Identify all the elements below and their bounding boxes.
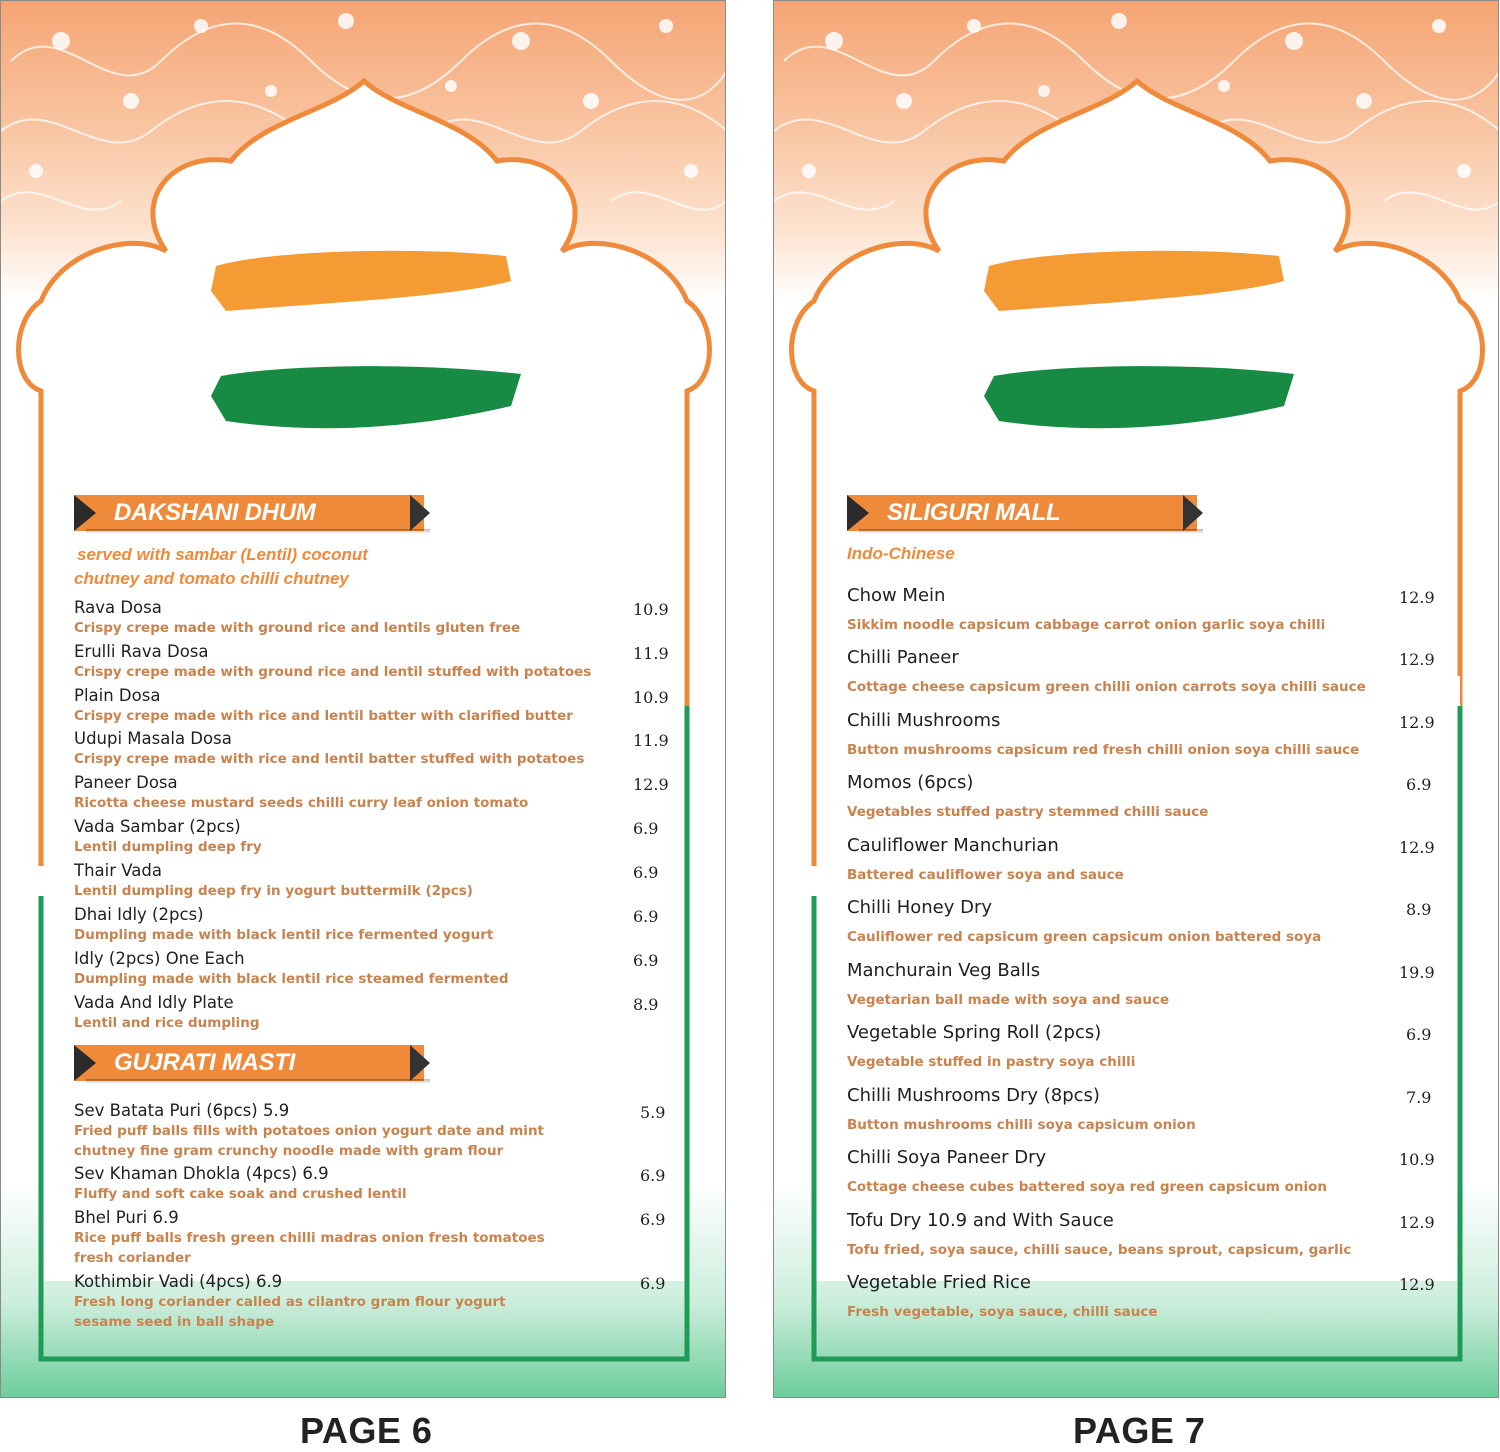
menu-item [74, 686, 674, 726]
section-title: DAKSHANI DHUM [114, 499, 316, 526]
item-price: 12.9 [1399, 588, 1435, 607]
item-description: Ricotta cheese mustard seeds chilli curry leaf onion tomato [74, 795, 529, 811]
item-price: 19.9 [1399, 963, 1435, 982]
item-name: Chow Mein [847, 585, 946, 606]
item-name: Momos (6pcs) [847, 772, 974, 793]
item-price: 12.9 [1399, 1275, 1435, 1294]
menu-item [847, 1209, 1447, 1260]
menu-item [847, 1146, 1447, 1197]
item-price: 6.9 [633, 951, 659, 970]
item-price: 11.9 [633, 731, 669, 750]
item-description: Vegetables stuffed pastry stemmed chilli sauce [847, 804, 1209, 820]
item-price: 12.9 [1399, 1213, 1435, 1232]
item-description: Battered cauliflower soya and sauce [847, 867, 1124, 883]
menu-item [74, 598, 674, 638]
item-description: Cottage cheese capsicum green chilli onion carrots soya chilli sauce [847, 679, 1366, 695]
page-number-label: PAGE 7 [1073, 1410, 1206, 1451]
menu-item [847, 709, 1447, 760]
item-description: Button mushrooms chilli soya capsicum onion [847, 1117, 1196, 1133]
menu-item [847, 1271, 1447, 1322]
item-description: Sikkim noodle capsicum cabbage carrot onion garlic soya chilli [847, 617, 1326, 633]
menu-item [74, 729, 674, 769]
item-price: 12.9 [1399, 713, 1435, 732]
item-description: Fluffy and soft cake soak and crushed lentil [74, 1186, 407, 1202]
menu-item [74, 1101, 666, 1161]
item-name: Manchurain Veg Balls [847, 960, 1041, 981]
section-title: GUJRATI MASTI [114, 1049, 295, 1076]
item-description: Rice puff balls fresh green chilli madras onion fresh tomatoes fresh coriander [74, 1230, 545, 1266]
item-description: Cottage cheese cubes battered soya red green capsicum onion [847, 1179, 1327, 1195]
item-name: Idly (2pcs) One Each [74, 949, 245, 968]
item-price: 10.9 [1399, 1150, 1435, 1169]
item-name: Cauliflower Manchurian [847, 835, 1059, 856]
menu-item [74, 817, 674, 857]
item-description: Cauliflower red capsicum green capsicum onion battered soya [847, 929, 1322, 945]
item-name: Vegetable Fried Rice [847, 1272, 1031, 1293]
item-price: 12.9 [1399, 838, 1435, 857]
item-description: Crispy crepe made with rice and lentil batter with clarified butter [74, 708, 573, 724]
menu-item [847, 646, 1447, 697]
item-description: Dumpling made with black lentil rice fermented yogurt [74, 927, 494, 943]
item-name: Erulli Rava Dosa [74, 642, 209, 661]
item-name: Bhel Puri 6.9 [74, 1208, 179, 1227]
menu-item [847, 1084, 1447, 1135]
menu-item [847, 834, 1447, 885]
item-description: Tofu fried, soya sauce, chilli sauce, beans sprout, capsicum, garlic [847, 1242, 1352, 1258]
item-description: Crispy crepe made with rice and lentil batter stuffed with potatoes [74, 751, 585, 767]
item-price: 6.9 [633, 819, 659, 838]
menu-item [74, 1208, 666, 1268]
item-name: Tofu Dry 10.9 and With Sauce [847, 1210, 1114, 1231]
item-name: Thair Vada [74, 861, 162, 880]
menu-item [74, 773, 674, 813]
item-name: Chilli Paneer [847, 647, 959, 668]
item-name: Chilli Mushrooms [847, 710, 1001, 731]
tricolor-brush-flag [979, 246, 1299, 451]
menu-item [847, 584, 1447, 635]
item-price: 6.9 [633, 907, 659, 926]
menu-item [74, 1272, 666, 1332]
item-description: Crispy crepe made with ground rice and lentils gluten free [74, 620, 521, 636]
item-price: 6.9 [640, 1166, 666, 1185]
menu-item [74, 861, 674, 901]
item-description: Button mushrooms capsicum red fresh chilli onion soya chilli sauce [847, 742, 1360, 758]
item-name: Paneer Dosa [74, 773, 178, 792]
item-name: Dhai Idly (2pcs) [74, 905, 204, 924]
item-description: Crispy crepe made with ground rice and lentil stuffed with potatoes [74, 664, 592, 680]
item-description: Lentil and rice dumpling [74, 1015, 260, 1031]
item-name: Vada And Idly Plate [74, 993, 234, 1012]
item-description: Fresh vegetable, soya sauce, chilli sauce [847, 1304, 1158, 1320]
item-name: Kothimbir Vadi (4pcs) 6.9 [74, 1272, 283, 1291]
item-price: 5.9 [640, 1103, 666, 1122]
item-name: Chilli Mushrooms Dry (8pcs) [847, 1085, 1100, 1106]
menu-page-6 [0, 0, 726, 1398]
item-price: 7.9 [1406, 1088, 1432, 1107]
item-price: 8.9 [1406, 900, 1432, 919]
item-price: 10.9 [633, 688, 669, 707]
menu-item [74, 642, 674, 682]
item-price: 6.9 [1406, 1025, 1432, 1044]
menu-item [847, 959, 1447, 1010]
section-subtitle [74, 543, 368, 591]
item-description: Fresh long coriander called as cilantro gram flour yogurt sesame seed in ball shape [74, 1294, 506, 1330]
subtitle-line-1: served with sambar (Lentil) coconut [77, 545, 368, 564]
section-title: SILIGURI MALL [887, 499, 1061, 526]
item-price: 6.9 [1406, 775, 1432, 794]
menu-item [74, 905, 674, 945]
tricolor-brush-flag [206, 246, 526, 451]
item-description: Lentil dumpling deep fry in yogurt buttermilk (2pcs) [74, 883, 473, 899]
item-description: Lentil dumpling deep fry [74, 839, 262, 855]
item-name: Chilli Soya Paneer Dry [847, 1147, 1047, 1168]
item-price: 11.9 [633, 644, 669, 663]
item-name: Udupi Masala Dosa [74, 729, 232, 748]
item-name: Vada Sambar (2pcs) [74, 817, 241, 836]
item-price: 10.9 [633, 600, 669, 619]
item-description: Vegetable stuffed in pastry soya chilli [847, 1054, 1136, 1070]
page-number-label: PAGE 6 [300, 1410, 433, 1451]
menu-item [74, 1164, 666, 1204]
item-name: Plain Dosa [74, 686, 161, 705]
menu-item [74, 949, 674, 989]
item-name: Sev Batata Puri (6pcs) 5.9 [74, 1101, 290, 1120]
subtitle-line-2: chutney and tomato chilli chutney [74, 569, 349, 588]
menu-item [847, 1021, 1447, 1072]
item-name: Chilli Honey Dry [847, 897, 993, 918]
item-description: Dumpling made with black lentil rice steamed fermented [74, 971, 509, 987]
menu-item [74, 993, 674, 1033]
item-price: 6.9 [633, 863, 659, 882]
item-name: Vegetable Spring Roll (2pcs) [847, 1022, 1102, 1043]
item-price: 12.9 [633, 775, 669, 794]
item-description: Vegetarian ball made with soya and sauce [847, 992, 1170, 1008]
item-name: Rava Dosa [74, 598, 162, 617]
menu-item [847, 896, 1447, 947]
menu-page-7 [773, 0, 1499, 1398]
item-name: Sev Khaman Dhokla (4pcs) 6.9 [74, 1164, 329, 1183]
section-subtitle: Indo-Chinese [847, 544, 955, 563]
item-price: 6.9 [640, 1274, 666, 1293]
item-price: 8.9 [633, 995, 659, 1014]
item-price: 12.9 [1399, 650, 1435, 669]
item-description: Fried puff balls fills with potatoes onion yogurt date and mint chutney fine gram crunchy noodle made with gram flour [74, 1123, 545, 1159]
menu-item [847, 771, 1447, 822]
item-price: 6.9 [640, 1210, 666, 1229]
